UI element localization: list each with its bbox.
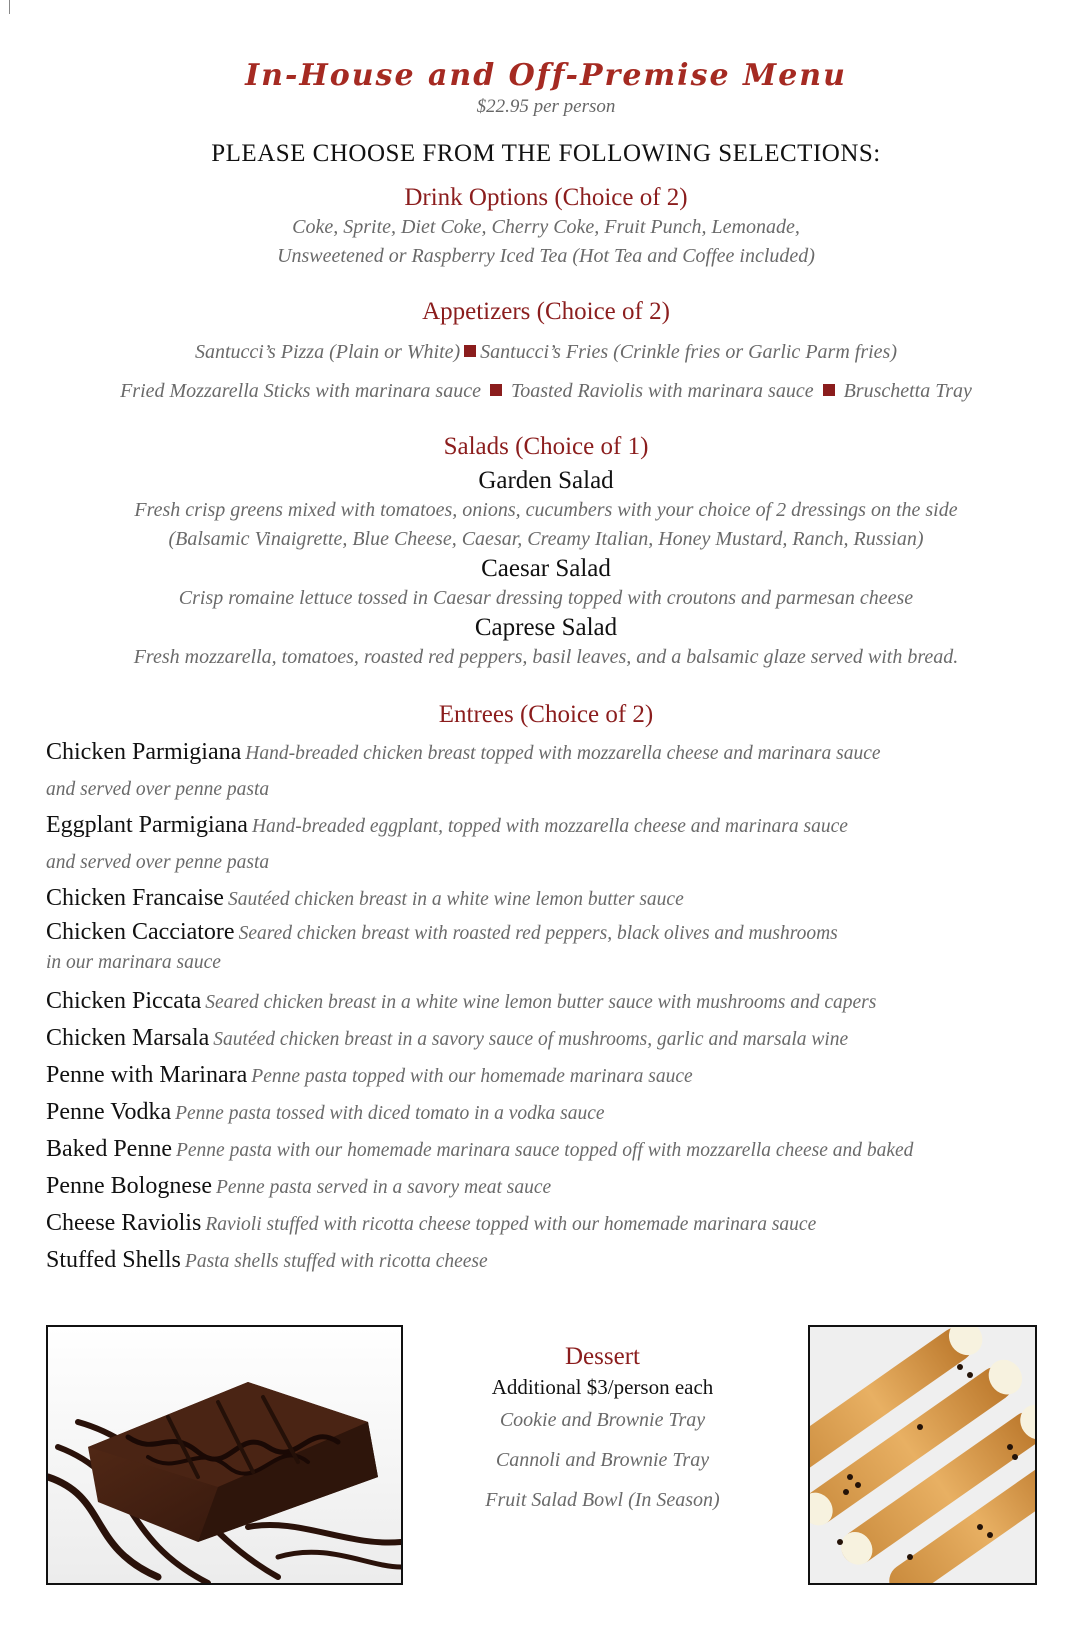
square-bullet-icon [490,384,502,396]
appetizer-item: Santucci’s Fries (Crinkle fries or Garlic Parm fries) [480,341,897,363]
entree-description: Ravioli stuffed with ricotta cheese topped with our homemade marinara sauce [205,1214,817,1235]
entree-name: Penne Bolognese [46,1173,212,1199]
salad-description: Crisp romaine lettuce tossed in Caesar dressing topped with croutons and parmesan cheese [178,587,914,609]
entree-description-cont: and served over penne pasta [46,852,270,873]
square-bullet-icon [823,384,835,396]
entree-description: Sautéed chicken breast in a white wine lemon butter sauce [227,889,684,910]
entree-item [46,984,1056,1021]
appetizers-section [0,297,1092,411]
entree-description: Penne pasta served in a savory meat sauce [215,1177,552,1198]
entree-item [46,1132,1056,1169]
square-bullet-icon [464,345,476,357]
drinks-section [0,183,1092,271]
salads-section [0,432,1092,672]
appetizers-heading: Appetizers (Choice of 2) [422,298,670,325]
drinks-line-2: Unsweetened or Raspberry Iced Tea (Hot Tea and Coffee included) [277,245,815,267]
salads-heading: Salads (Choice of 1) [443,433,649,460]
entree-description: Sautéed chicken breast in a savory sauce of mushrooms, garlic and marsala wine [213,1029,849,1050]
dessert-section [440,1340,765,1520]
menu-price: $22.95 per person [476,96,616,117]
dessert-item: Cannoli and Brownie Tray [495,1449,710,1471]
appetizers-line-1 [0,333,1092,372]
entree-description: Penne pasta tossed with diced tomato in a vodka sauce [175,1103,605,1124]
entree-item [46,735,1056,808]
salad-description: Fresh mozzarella, tomatoes, roasted red peppers, basil leaves, and a balsamic glaze served with bread. [133,646,959,668]
salad-name: Garden Salad [478,467,614,494]
entree-item [46,808,1056,881]
corner-mark [9,0,10,14]
brownie-illustration [48,1327,401,1583]
entree-item [46,1021,1056,1058]
entree-name: Stuffed Shells [46,1247,181,1273]
entree-name: Chicken Piccata [46,988,202,1014]
entree-item [46,881,1056,918]
entree-item [46,1058,1056,1095]
entree-name: Cheese Raviolis [46,1210,202,1236]
salad-description: (Balsamic Vinaigrette, Blue Cheese, Caesar, Creamy Italian, Honey Mustard, Ranch, Russian) [168,528,924,550]
entree-name: Penne with Marinara [46,1062,248,1088]
entree-description: Penne pasta topped with our homemade marinara sauce [251,1066,693,1087]
appetizer-item: Fried Mozzarella Sticks with marinara sauce [120,380,481,402]
entrees-list [46,735,1056,1280]
dessert-item: Cookie and Brownie Tray [499,1409,706,1431]
entree-description: Seared chicken breast with roasted red peppers, black olives and mushrooms [238,923,838,944]
entree-name: Chicken Parmigiana [46,739,242,765]
dessert-price: Additional $3/person each [491,1375,714,1399]
entree-item [46,1243,1056,1280]
entrees-heading: Entrees (Choice of 2) [438,701,654,728]
appetizers-line-2 [0,372,1092,411]
entree-description: Seared chicken breast in a white wine lemon butter sauce with mushrooms and capers [205,992,877,1013]
entree-description-cont: in our marinara sauce [46,952,221,973]
menu-title: In-House and Off-Premise Menu [245,58,847,93]
salad-name: Caesar Salad [481,555,611,582]
drinks-line-1: Coke, Sprite, Diet Coke, Cherry Coke, Fruit Punch, Lemonade, [292,216,800,238]
dessert-heading: Dessert [565,1343,640,1370]
entree-description: Pasta shells stuffed with ricotta cheese [184,1251,488,1272]
entree-description: Hand-breaded chicken breast topped with mozzarella cheese and marinara sauce [245,743,881,764]
appetizer-item: Bruschetta Tray [843,380,972,402]
entree-description-cont: and served over penne pasta [46,779,270,800]
entree-item [46,1169,1056,1206]
cannoli-photo [808,1325,1037,1585]
entree-name: Chicken Francaise [46,885,224,911]
drinks-heading: Drink Options (Choice of 2) [404,184,688,211]
entree-name: Eggplant Parmigiana [46,812,248,838]
entree-item [46,1095,1056,1132]
entree-name: Baked Penne [46,1136,172,1162]
entree-name: Penne Vodka [46,1099,172,1125]
entree-name: Chicken Cacciatore [46,919,235,945]
brownie-photo [46,1325,403,1585]
dessert-item: Fruit Salad Bowl (In Season) [485,1489,720,1511]
cannoli-illustration [810,1327,1035,1583]
selection-instruction: PLEASE CHOOSE FROM THE FOLLOWING SELECTIONS: [211,140,881,167]
appetizer-item: Toasted Raviolis with marinara sauce [510,380,814,402]
entree-description: Penne pasta with our homemade marinara sauce topped off with mozzarella cheese and baked [175,1140,914,1161]
salad-name: Caprese Salad [474,614,618,641]
entree-item [46,1206,1056,1243]
entree-item [46,918,1056,978]
entree-name: Chicken Marsala [46,1025,210,1051]
appetizer-item: Santucci’s Pizza (Plain or White) [195,341,461,363]
entrees-heading-block [0,700,1092,730]
entree-description: Hand-breaded eggplant, topped with mozzarella cheese and marinara sauce [251,816,848,837]
salad-description: Fresh crisp greens mixed with tomatoes, onions, cucumbers with your choice of 2 dressings on the side [134,499,958,521]
